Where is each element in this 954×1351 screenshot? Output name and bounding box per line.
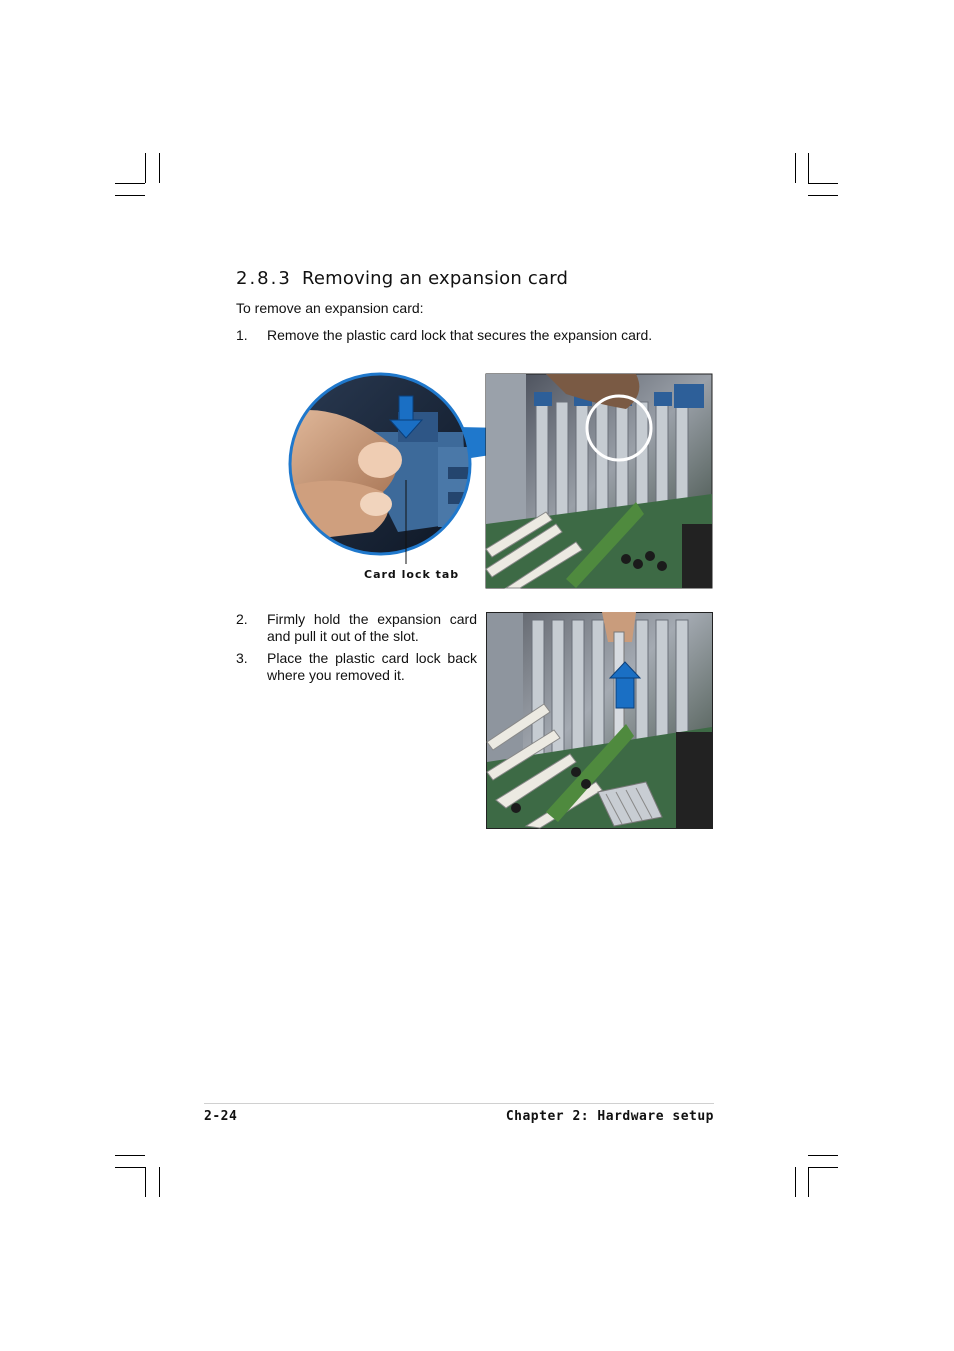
zoom-inset: [288, 372, 473, 564]
card-lock-tab-label: Card lock tab: [364, 568, 460, 581]
section-heading: [236, 268, 568, 289]
intro-text: To remove an expansion card:: [236, 300, 424, 316]
figure-pull-card-out: [486, 612, 714, 830]
chapter-title: Chapter 2: Hardware setup: [505, 1109, 714, 1124]
figure-card-lock-removal: [288, 372, 718, 592]
section-title: Removing an expansion card: [302, 268, 569, 289]
step-1-number: 1.: [236, 327, 248, 343]
page-number: 2-24: [204, 1109, 238, 1124]
step-2-number: 2.: [236, 611, 248, 627]
photo-expansion-slots: [486, 374, 712, 588]
step-1-text: Remove the plastic card lock that secures the expansion card.: [267, 327, 653, 343]
steps-2-3: [236, 611, 478, 691]
step-3-number: 3.: [236, 650, 248, 666]
section-number: 2.8.3: [236, 268, 292, 289]
step-2-text: Firmly hold the expansion card and pull it out of the slot.: [267, 611, 477, 644]
step-3-text: Place the plastic card lock back where you removed it.: [267, 650, 477, 683]
step-1: [236, 327, 716, 347]
footer-rule: [204, 1103, 714, 1104]
